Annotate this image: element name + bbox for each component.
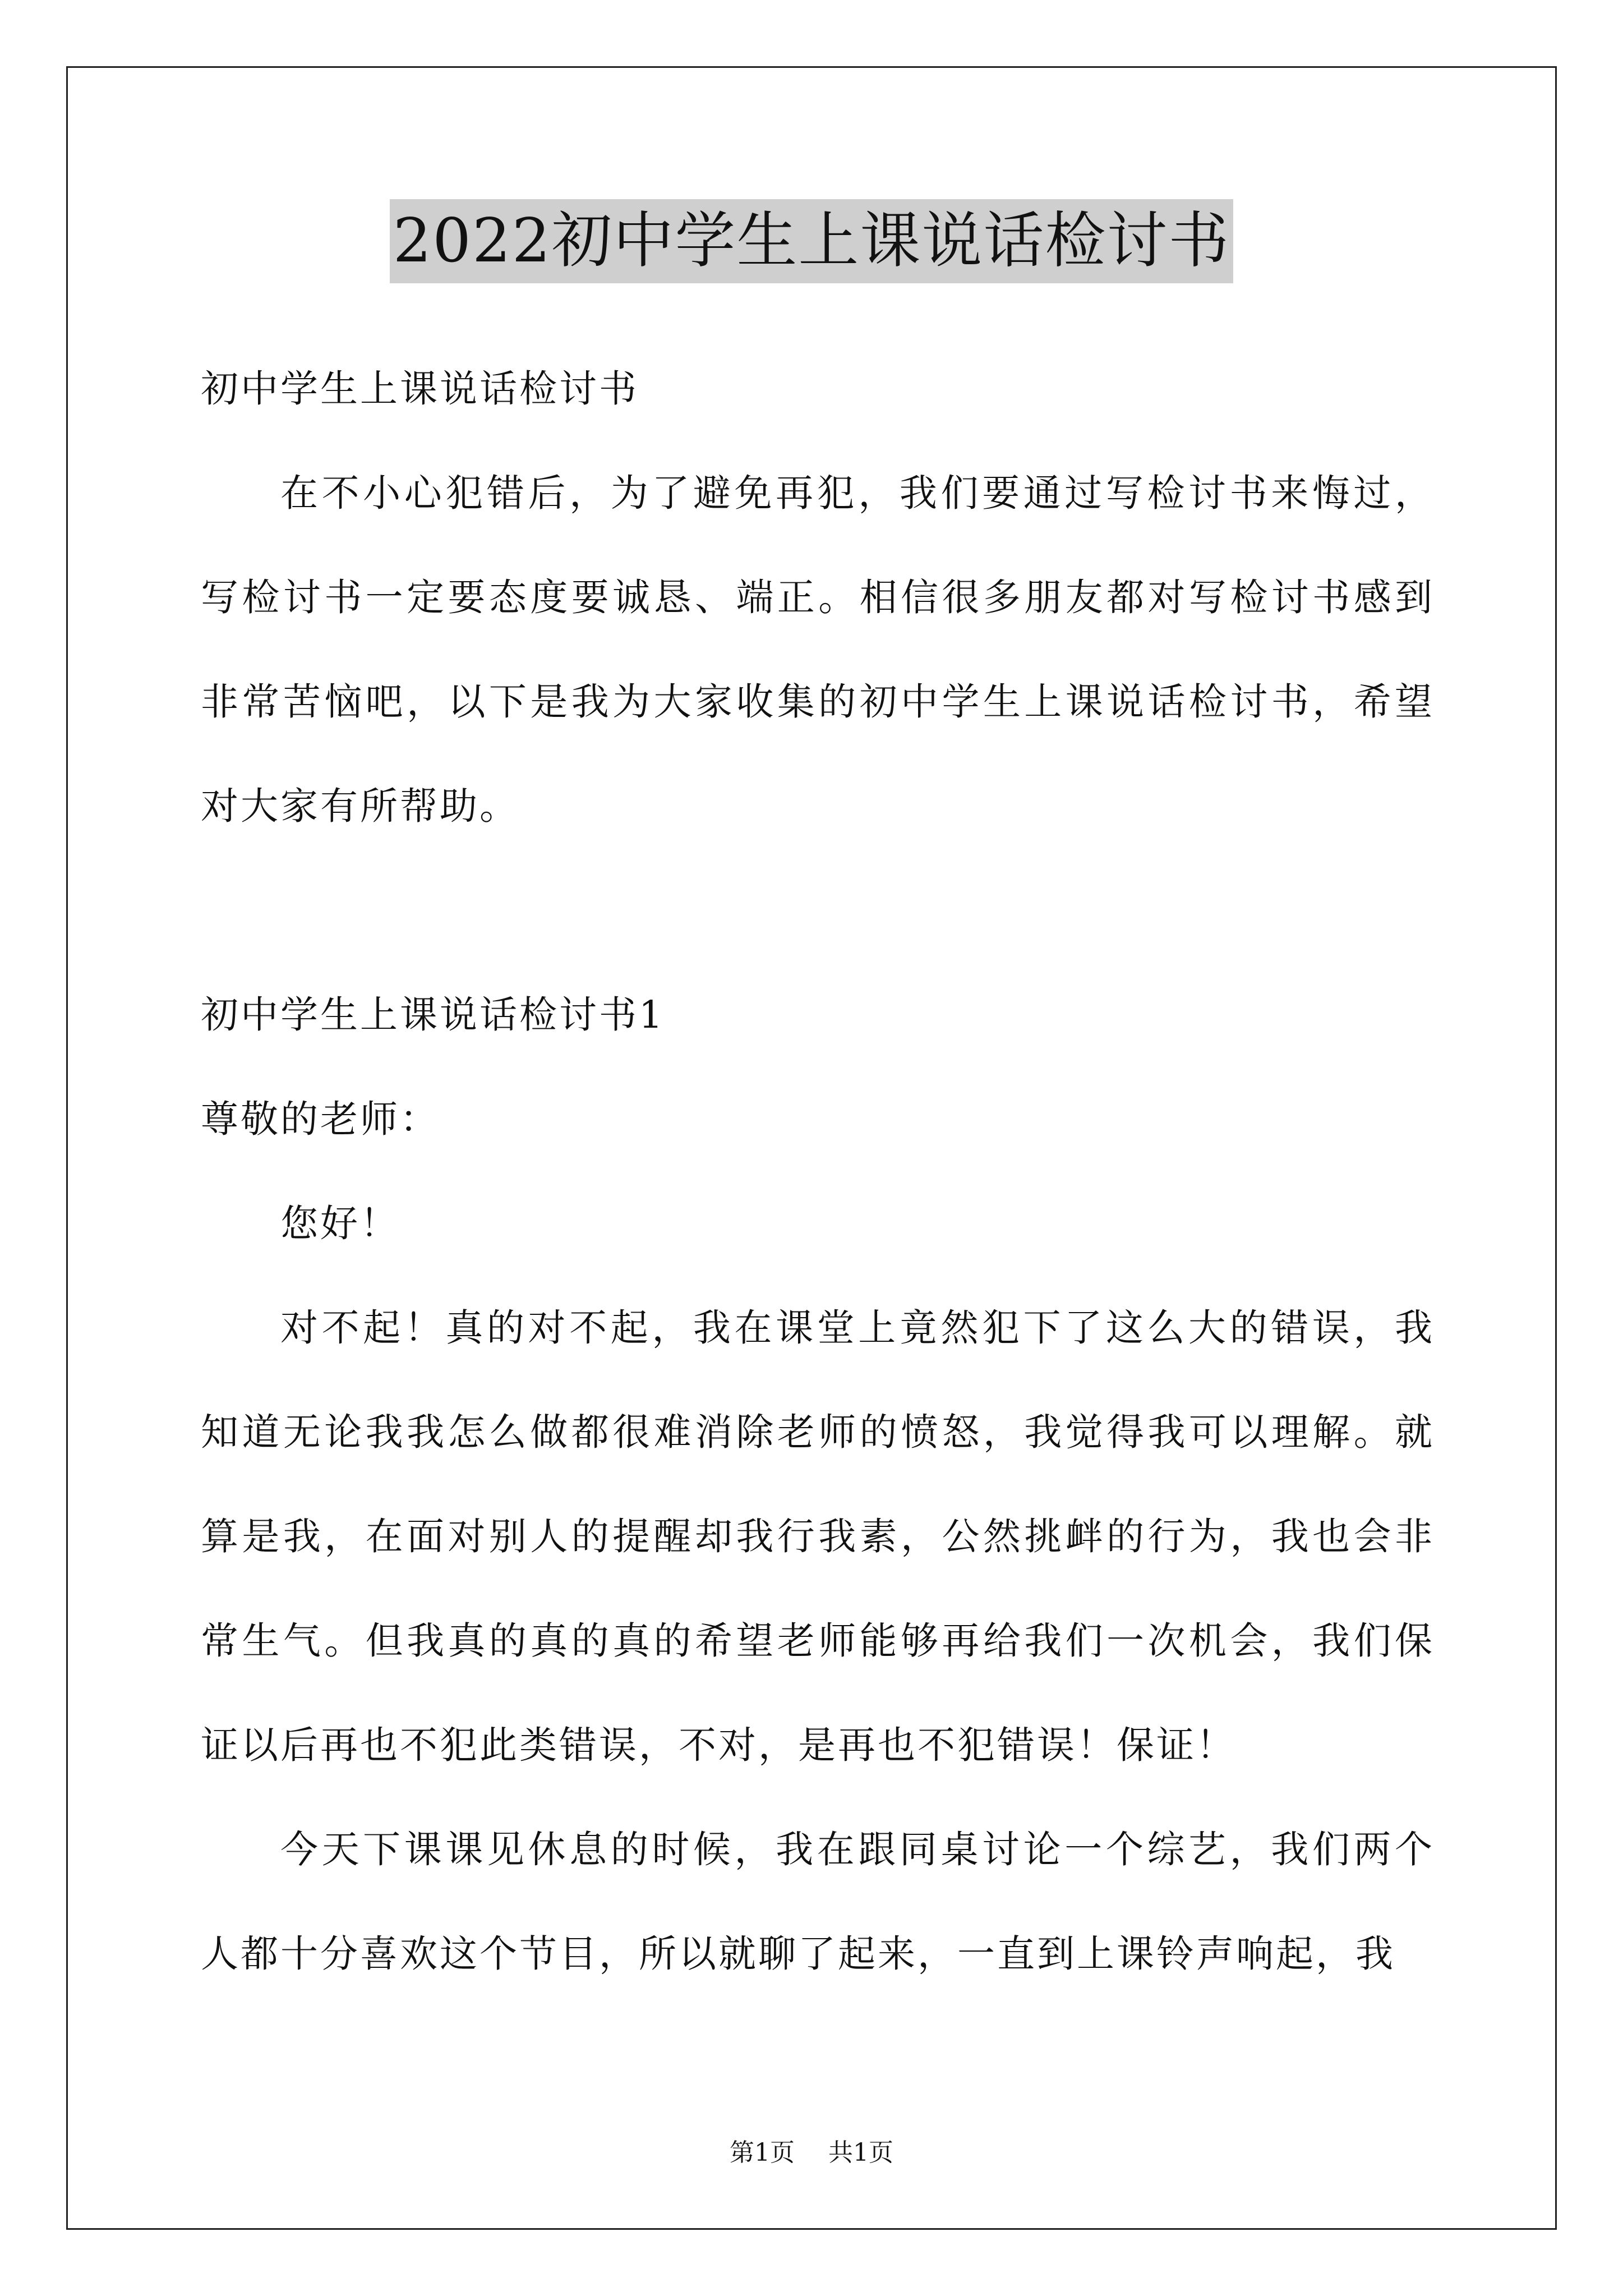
page-number-current: 第1页 bbox=[730, 2138, 795, 2167]
section-heading: 初中学生上课说话检讨书1 bbox=[201, 993, 665, 1037]
title-container bbox=[0, 199, 1623, 283]
page-number-total: 共1页 bbox=[828, 2138, 893, 2167]
body-paragraph: 对不起！真的对不起，我在课堂上竟然犯下了这么大的错误，我知道无论我我怎么做都很难消除老师的愤怒，我觉得我可以理解。就算是我，在面对别人的提醒却我行我素，公然挑衅的行为，我也会非常生气。但我真的真的真的希望老师能够再给我们一次机会，我们保证以后再也不犯此类错误，不对，是再也不犯错误！保证！ bbox=[201, 1306, 1435, 1767]
greeting: 您好！ bbox=[280, 1202, 400, 1245]
body-paragraph: 今天下课课见休息的时候，我在跟同桌讨论一个综艺，我们两个人都十分喜欢这个节目，所以就聊了起来，一直到上课铃声响起，我 bbox=[201, 1828, 1435, 1976]
intro-paragraph: 在不小心犯错后，为了避免再犯，我们要通过写检讨书来悔过，写检讨书一定要态度要诚恳、端正。相信很多朋友都对写检讨书感到非常苦恼吧，以下是我为大家收集的初中学生上课说话检讨书，希望对大家有所帮助。 bbox=[201, 471, 1435, 828]
salutation: 尊敬的老师： bbox=[201, 1097, 440, 1141]
document-title: 2022初中学生上课说话检讨书 bbox=[390, 199, 1234, 283]
document-body bbox=[201, 337, 1435, 2006]
page-footer bbox=[0, 2136, 1623, 2170]
paragraph-gap bbox=[201, 858, 1435, 963]
document-subtitle: 初中学生上课说话检讨书 bbox=[201, 367, 639, 411]
